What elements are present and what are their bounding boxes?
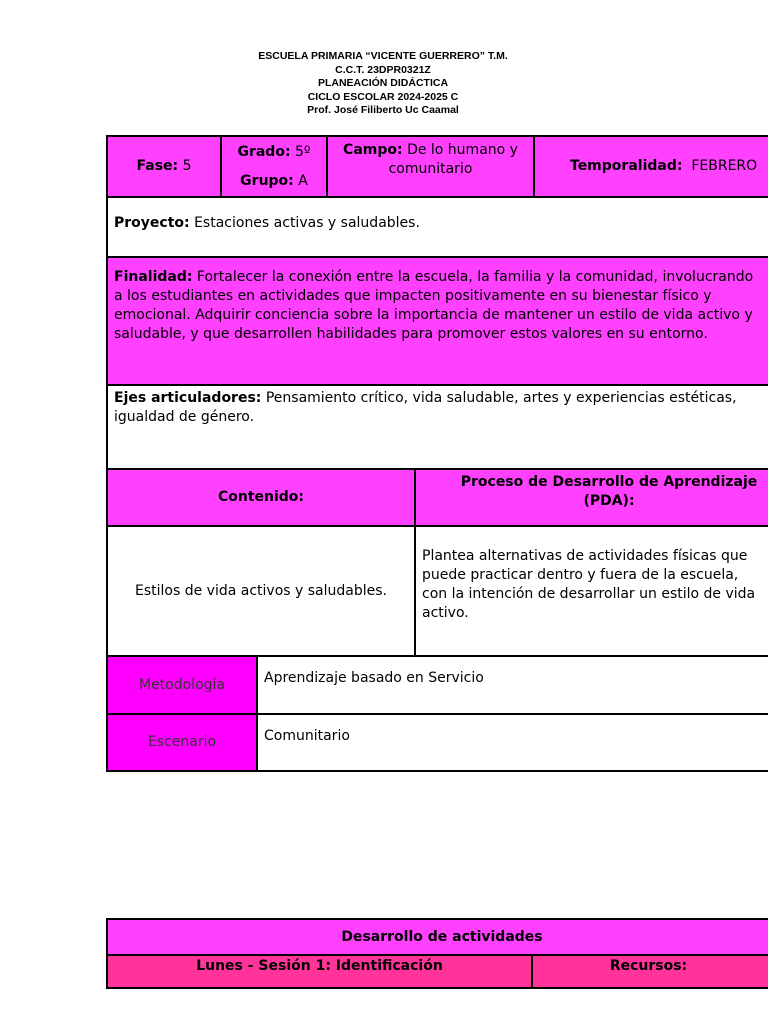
escenario-label-cell [106,713,258,772]
contenido-value: Estilos de vida activos y saludables. [106,525,416,657]
school-cct: C.C.T. 23DPR0321Z [335,63,431,76]
fase-cell [106,135,222,198]
school-name: ESCUELA PRIMARIA “VICENTE GUERRERO” T.M. [258,50,508,62]
metodologia-label-cell [106,655,258,715]
proyecto-label: Proyecto: [114,215,190,231]
actividades-title: Desarrollo de actividades [106,918,768,956]
temporalidad-cell [533,135,768,198]
campo-cell [326,135,535,198]
grupo-label: Grupo: [240,173,294,189]
finalidad-cell [106,256,768,386]
campo-label: Campo: [343,142,403,158]
document-title: PLANEACIÓN DIDÁCTICA [317,77,449,89]
ejes-cell [106,384,768,470]
document-header [0,50,768,118]
ejes-label: Ejes articuladores: [114,390,262,406]
fase-value: 5 [182,158,192,174]
contenido-header: Contenido: [106,468,416,527]
grupo-value: A [298,173,308,189]
metodologia-value: Aprendizaje basado en Servicio [264,670,484,686]
escenario-label: Escenario [147,734,217,750]
teacher-name: Prof. José Filiberto Uc Caamal [307,104,459,116]
metodologia-value-cell [256,655,768,715]
session-header: Lunes - Sesión 1: Identificación [106,954,533,989]
pda-header: Proceso de Desarrollo de Aprendizaje (PDA): [414,468,768,527]
finalidad-value: Fortalecer la conexión entre la escuela, la familia y la comunidad, involucrando a los estudiantes en actividades que impacten positivamente en su bienestar físico y emocional. Adquirir conciencia sobre la importancia de mantener un estilo de vida activo y saludable, y que desarrollen habilidades para promover estos valores en su entorno. [114,269,754,342]
temporalidad-value: FEBRERO [691,158,758,174]
finalidad-label: Finalidad: [114,269,193,285]
escenario-value: Comunitario [264,728,350,744]
pda-value: Plantea alternativas de actividades físicas que puede practicar dentro y fuera de la escuela, con la intención de desarrollar un estilo de vida activo. [414,525,768,657]
proyecto-value: Estaciones activas y saludables. [194,215,420,231]
proyecto-cell [106,196,768,258]
ejes-value: Pensamiento crítico, vida saludable, artes y experiencias estéticas, igualdad de género. [114,390,737,425]
fase-label: Fase: [136,158,179,174]
metodologia-label: Metodología [138,676,225,693]
campo-value: De lo humano y comunitario [388,142,518,177]
grado-grupo-cell [220,135,328,198]
grado-label: Grado: [237,144,291,160]
recursos-header: Recursos: [531,954,768,989]
escenario-value-cell [256,713,768,772]
temporalidad-label: Temporalidad: [570,158,683,174]
school-cycle: CICLO ESCOLAR 2024-2025 C [307,90,459,103]
grado-value: 5º [295,144,311,160]
